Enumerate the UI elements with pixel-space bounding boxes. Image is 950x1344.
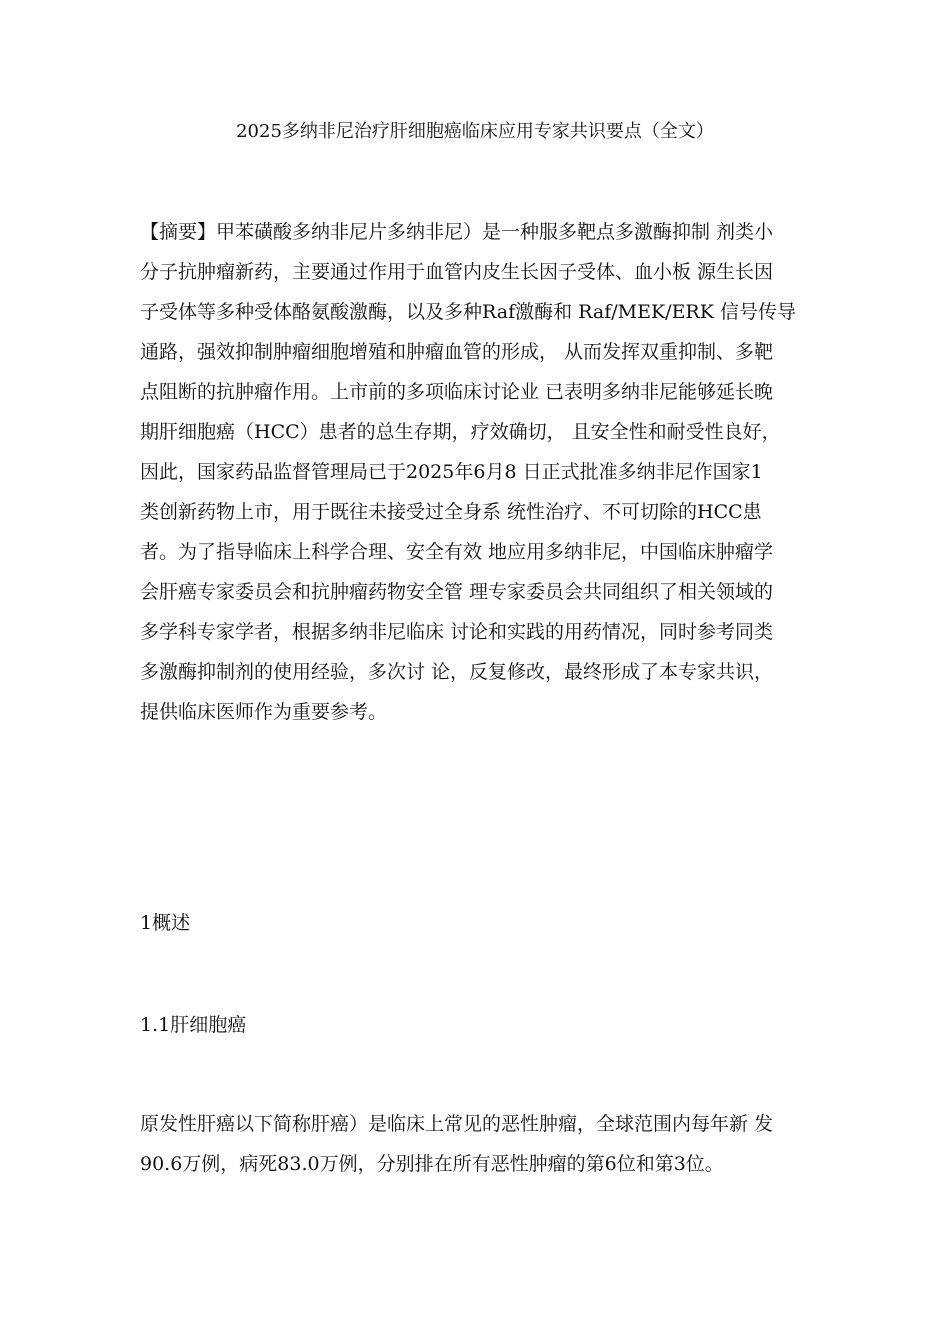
abstract-paragraph (140, 212, 796, 732)
section-heading: 1概述 (140, 912, 191, 934)
subsection-heading: 1.1肝细胞癌 (140, 1014, 247, 1036)
abstract-line: 期肝细胞癌（HCC）患者的总生存期，疗效确切， 且安全性和耐受性良好， (140, 421, 781, 443)
abstract-line: 类创新药物上市，用于既往未接受过全身系 统性治疗、不可切除的HCC患 (140, 501, 762, 523)
abstract-line: 分子抗肿瘤新药，主要通过作用于血管内皮生长因子受体、血小板 源生长因 (140, 261, 774, 283)
paragraph-line: 90.6万例，病死83.0万例，分别排在所有恶性肿瘤的第6位和第3位。 (140, 1153, 724, 1175)
abstract-line: 提供临床医师作为重要参考。 (140, 701, 388, 723)
body-paragraph (140, 1104, 773, 1184)
paragraph-line: 原发性肝癌以下简称肝癌）是临床上常见的恶性肿瘤，全球范围内每年新 发 (140, 1113, 774, 1135)
abstract-line: 子受体等多种受体酪氨酸激酶，以及多种Raf激酶和 Raf/MEK/ERK 信号传导 (140, 301, 796, 323)
abstract-line: 多学科专家学者，根据多纳非尼临床 讨论和实践的用药情况，同时参考同类 (140, 621, 774, 643)
abstract-line: 点阻断的抗肿瘤作用。上市前的多项临床讨论业 已表明多纳非尼能够延长晚 (140, 381, 774, 403)
abstract-line: 会肝癌专家委员会和抗肿瘤药物安全管 理专家委员会共同组织了相关领域的 (140, 581, 774, 603)
abstract-line: 【摘要】甲苯磺酸多纳非尼片多纳非尼）是一种服多靶点多激酶抑制 剂类小 (140, 221, 774, 243)
abstract-line: 通路，强效抑制肿瘤细胞增殖和肿瘤血管的形成， 从而发挥双重抑制、多靶 (140, 341, 774, 363)
document-title: 2025多纳非尼治疗肝细胞癌临床应用专家共识要点（全文） (236, 121, 714, 142)
abstract-line: 多激酶抑制剂的使用经验，多次讨 论，反复修改，最终形成了本专家共识， (140, 661, 774, 683)
abstract-line: 者。为了指导临床上科学合理、安全有效 地应用多纳非尼，中国临床肿瘤学 (140, 541, 774, 563)
abstract-line: 因此，国家药品监督管理局已于2025年6月8 日正式批准多纳非尼作国家1 (140, 461, 763, 483)
